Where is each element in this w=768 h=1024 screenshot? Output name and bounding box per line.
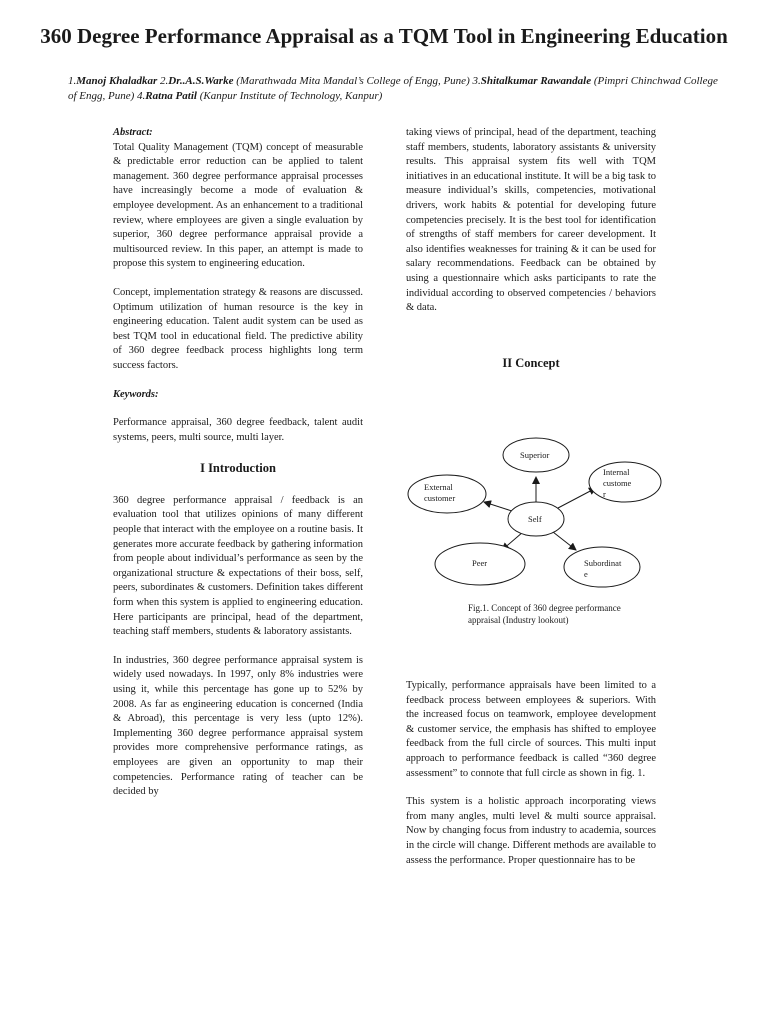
- peer-label: Peer: [472, 558, 488, 568]
- author-3-affiliation: (Pimpri Chinchwad College of Engg, Pune): [68, 75, 718, 102]
- internal-label-line-2: custome: [603, 478, 632, 488]
- author-4-num: 4.: [137, 90, 146, 102]
- right-paragraph-1: taking views of principal, head of the department, teaching staff members, students, laboratory assistants & university results. This appraisal system fits well with TQM initiatives in an educational institute. It will be a big task to measure individual’s skills, competencies, motivational drivers, work habits & potential for developing future competencies precisely. It is the best tool for identification of strengths of staff members for career development. It also identifies weaknesses for training & it can be used for salary recommendations. Feedback can be obtained by using a questionnaire which asks participants to rate the individual according to observed competencies / behaviors & data.: [406, 127, 656, 314]
- concept-diagram: [400, 432, 670, 602]
- introduction-paragraph-2: In industries, 360 degree performance appraisal system is widely used nowadays. In 1997, only 8% industries were using it, while this percentage has gone up to 52% by 2008. As far as engineering education is concerned (India & Abroad), this percentage is very less (upto 12%). Implementing 360 degree performance appraisal system provides more comprehensive performance ratings, as employees are given an opportunity to map their competencies. Performance rating of teacher can be decided by: [113, 654, 363, 798]
- concept-heading: II Concept: [502, 355, 560, 370]
- paper-title: 360 Degree Performance Appraisal as a TQM Tool in Engineering Education: [40, 24, 728, 48]
- author-3-name: Shitalkumar Rawandale: [480, 75, 592, 87]
- author-list: [68, 74, 718, 104]
- author-3-num: 3.: [472, 75, 481, 87]
- author-4-affiliation: (Kanpur Institute of Technology, Kanpur): [199, 90, 383, 102]
- subordinate-label-line-2: e: [584, 569, 588, 579]
- author-1-num: 1.: [68, 75, 77, 87]
- external-label-line-1: External: [424, 482, 453, 492]
- introduction-heading: I Introduction: [200, 461, 276, 476]
- author-2-num: 2.: [160, 75, 169, 87]
- left-column: [113, 126, 363, 814]
- abstract-label: Abstract:: [113, 127, 153, 138]
- internal-label-line-3: r: [603, 489, 606, 499]
- abstract-paragraph-1: Total Quality Management (TQM) concept of measurable & predictable error reduction can be applied to talent management. 360 degree performance appraisal processes have increasingly become a mode of evaluation & employee development. As an enhancement to a traditional review, where employees are given a single evaluation by superior, 360 degree performance appraisal provide a multisourced review. In this paper, an attempt is made to propose this system to engineering education.: [113, 141, 363, 270]
- right-paragraph-3: This system is a holistic approach incorporating views from many angles, multi level & multi source appraisal. Now by changing focus from industry to academia, sources in the circle will change. Different methods are available to assess the performance. Proper questionnaire has to be: [406, 796, 656, 866]
- arrow-to-internal-customer: [558, 488, 596, 508]
- figure-caption: Fig.1. Concept of 360 degree performance appraisal (Industry lookout): [468, 603, 621, 625]
- internal-label-line-1: Internal: [603, 467, 630, 477]
- keywords-label: Keywords:: [113, 388, 159, 400]
- author-1-name: Manoj Khaladkar: [76, 75, 158, 87]
- author-2-affiliation: (Marathwada Mita Mandal’s College of Engg, Pune): [236, 75, 470, 87]
- right-column-bottom: [406, 679, 656, 882]
- keywords-text: Performance appraisal, 360 degree feedback, talent audit systems, peers, multi source, multi layer.: [113, 417, 363, 443]
- external-label-line-2: customer: [424, 493, 456, 503]
- superior-label: Superior: [520, 450, 550, 460]
- subordinate-label-line-1: Subordinat: [584, 558, 622, 568]
- right-paragraph-2: Typically, performance appraisals have been limited to a feedback process between employees & superiors. With the increased focus on teamwork, employee development & customer service, the emphasis has shifted to employee feedback from the full circle of sources. This multi input approach to performance feedback is called “360 degree assessment” to connote that full circle as shown in fig. 1.: [406, 680, 656, 779]
- author-2-name: Dr..A.S.Warke: [168, 75, 234, 87]
- author-4-name: Ratna Patil: [145, 90, 197, 102]
- abstract-paragraph-2: Concept, implementation strategy & reasons are discussed. Optimum utilization of human resource is the key in engineering education. Talent audit system can be used as best TQM tool in educational field. The predictive ability of 360 degree feedback process highlights long term success factors.: [113, 286, 363, 371]
- introduction-paragraph-1: 360 degree performance appraisal / feedback is an evaluation tool that utilizes opinions of many different people that interact with the employee on a routine basis. It generates more accurate feedback by gathering information from people about individual’s performance as seen by the organizational structure & expectations of their boss, self, peers, subordinates & customers. Definition takes different form when this system is applied to engineering education. Here participants are principal, head of the department, teaching staff members, students & laboratory assistants.: [113, 494, 363, 638]
- self-label: Self: [528, 514, 542, 524]
- arrow-to-subordinate: [553, 532, 576, 550]
- arrow-to-external-customer: [484, 502, 515, 512]
- right-column-top: [406, 126, 656, 370]
